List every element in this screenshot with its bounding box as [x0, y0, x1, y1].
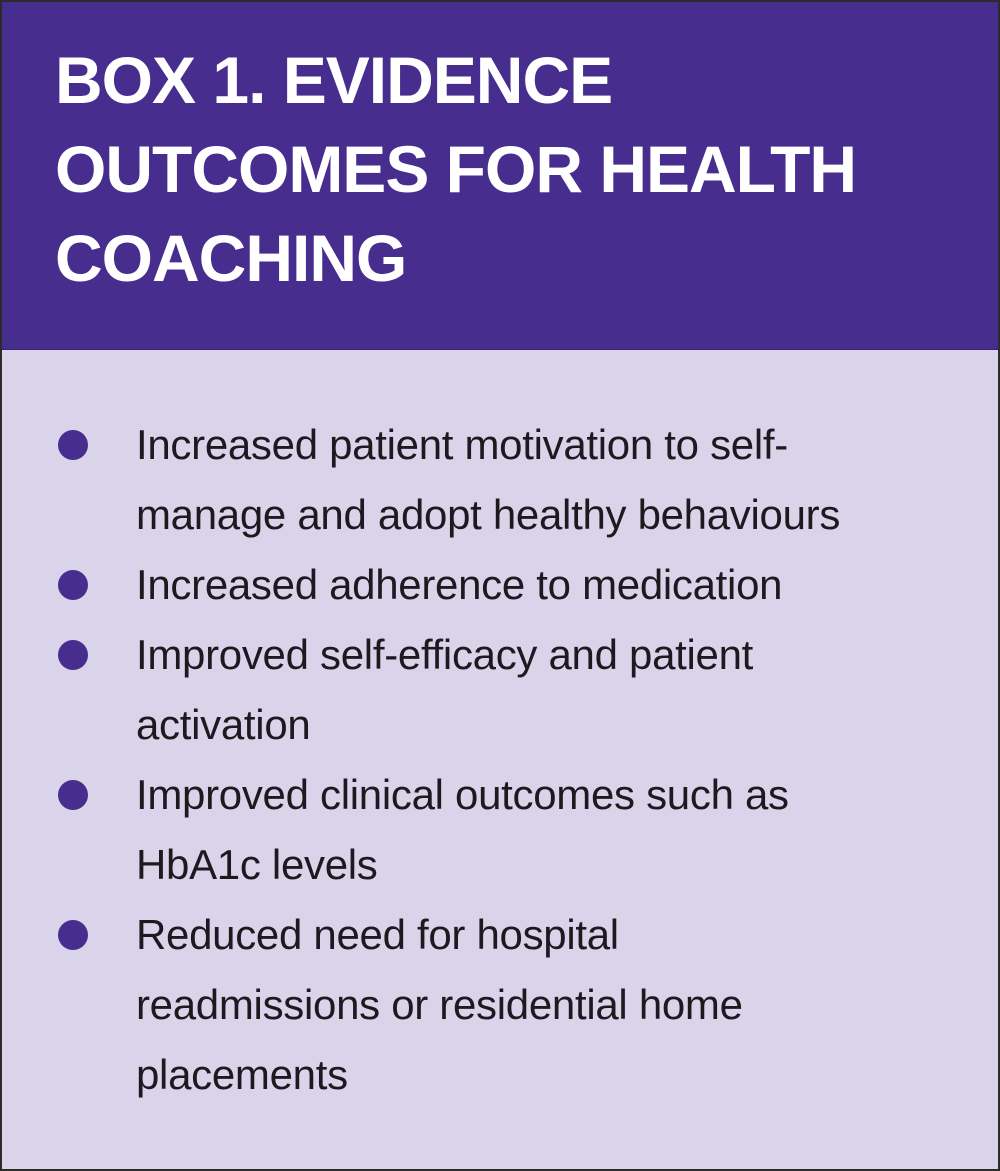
list-item-text: Improved self-efficacy and patient activation [136, 631, 754, 748]
box-title: BOX 1. EVIDENCE OUTCOMES FOR HEALTH COACHING [55, 43, 857, 295]
outcome-list [2, 2, 998, 1169]
list-item-text: Increased adherence to medication [136, 561, 783, 608]
list-item-text: Increased patient motivation to self- manage and adopt healthy behaviours [136, 421, 841, 538]
list-item-text: Reduced need for hospital readmissions or residential home placements [136, 911, 743, 1098]
bullet-icon [58, 640, 88, 670]
list-item-text: Improved clinical outcomes such as HbA1c levels [136, 771, 789, 888]
bullet-icon [58, 570, 88, 600]
bullet-icon [58, 780, 88, 810]
bullet-icon [58, 430, 88, 460]
bullet-icon [58, 920, 88, 950]
